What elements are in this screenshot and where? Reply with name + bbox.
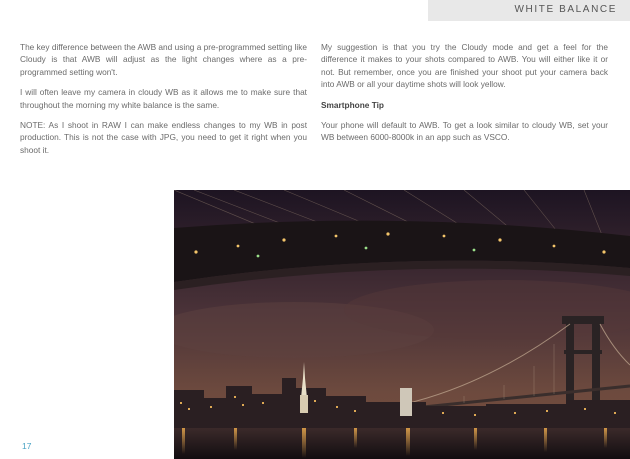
section-title: WHITE BALANCE <box>514 4 617 15</box>
smartphone-tip-text: Your phone will default to AWB. To get a look similar to cloudy WB, set your WB between 6000-8000k in an app such as VSCO. <box>321 120 608 143</box>
left-column <box>20 41 307 164</box>
paragraph-raw-note: NOTE: As I shoot in RAW I can make endless changes to my WB in post production. This is not the case with JPG, you need to get it right when you shoot it. <box>20 120 307 155</box>
paragraph-cloudy-wb: I will often leave my camera in cloudy WB as it allows me to make sure that throughout the morning my white balance is the same. <box>20 87 307 110</box>
page-number: 17 <box>22 441 32 451</box>
paragraph-awb-difference: The key difference between the AWB and using a pre-programmed setting like Cloudy is that AWB will adjust as the light changes where as a pre-programmed setting won't. <box>20 42 307 77</box>
smartphone-tip-heading: Smartphone Tip <box>321 99 385 110</box>
paragraph-suggestion: My suggestion is that you try the Cloudy mode and get a feel for the difference it makes to your shots compared to AWB. You will either like it or not. But remember, once you are finished your shoot put your camera back into AWB or all your daytime shots will look yellow. <box>321 42 608 90</box>
bridge-night-photo <box>174 190 630 459</box>
section-header-bar <box>428 0 630 21</box>
right-column <box>321 41 608 152</box>
